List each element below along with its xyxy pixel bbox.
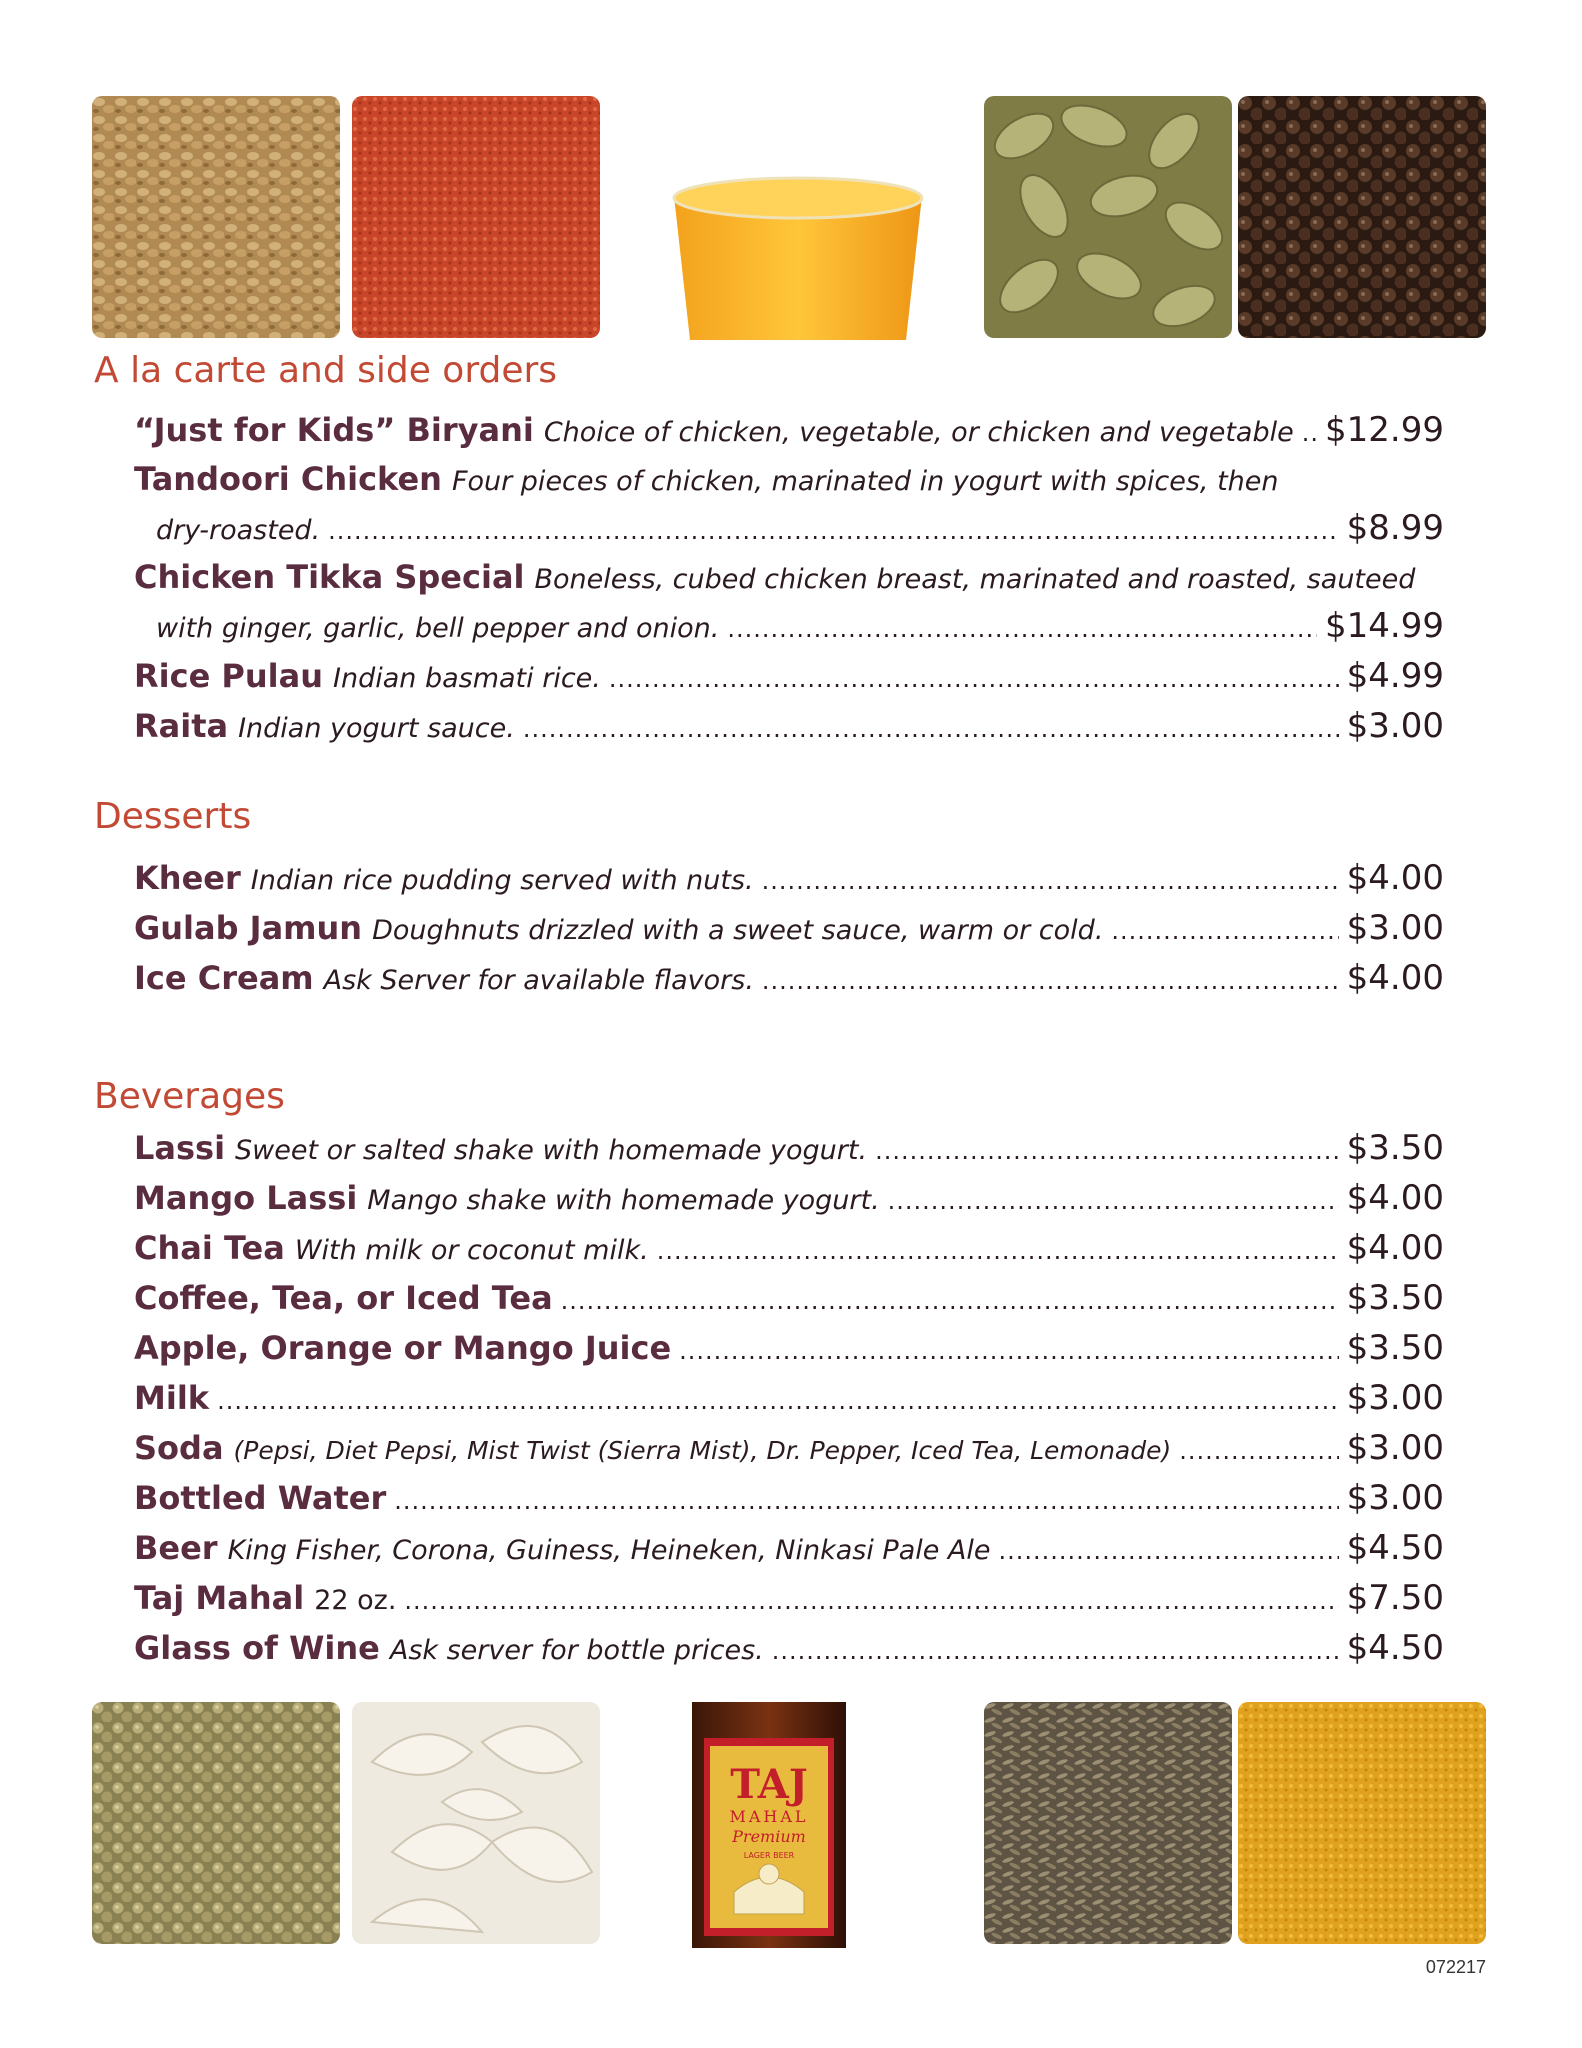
dot-leader bbox=[999, 1537, 1339, 1565]
item-name: Gulab Jamun bbox=[134, 909, 363, 947]
menu-item bbox=[134, 1478, 1444, 1524]
item-name: Glass of Wine bbox=[134, 1629, 380, 1667]
item-price: $4.00 bbox=[1346, 858, 1444, 898]
item-description: Boneless, cubed chicken breast, marinated and roasted, sauteed bbox=[534, 564, 1416, 595]
item-description: Four pieces of chicken, marinated in yogurt with spices, then bbox=[451, 466, 1279, 497]
menu-item bbox=[134, 1328, 1444, 1374]
item-price: $3.00 bbox=[1346, 1378, 1444, 1418]
menu-item bbox=[134, 1528, 1444, 1574]
item-name: Taj Mahal bbox=[134, 1579, 305, 1617]
item-price: $4.00 bbox=[1346, 1178, 1444, 1218]
cumin-seeds-photo bbox=[984, 1702, 1232, 1944]
item-price: $3.00 bbox=[1346, 706, 1444, 746]
dot-leader bbox=[679, 1337, 1339, 1365]
item-name: Soda bbox=[134, 1429, 224, 1467]
menu-item-continued bbox=[156, 606, 1444, 652]
dot-leader bbox=[1179, 1437, 1338, 1465]
item-description: King Fisher, Corona, Guiness, Heineken, Ninkasi Pale Ale bbox=[227, 1535, 991, 1566]
menu-item bbox=[134, 1628, 1444, 1674]
item-description: Indian rice pudding served with nuts. bbox=[250, 865, 754, 896]
cardamom-pods-photo bbox=[984, 96, 1232, 338]
dot-leader bbox=[762, 967, 1339, 995]
item-price: $3.50 bbox=[1346, 1278, 1444, 1318]
menu-item bbox=[134, 1378, 1444, 1424]
item-price: $3.50 bbox=[1346, 1128, 1444, 1168]
section-title-desserts: Desserts bbox=[94, 796, 252, 837]
item-description: Ask server for bottle prices. bbox=[389, 1635, 764, 1666]
dot-leader bbox=[404, 1587, 1338, 1615]
item-price: $14.99 bbox=[1325, 606, 1444, 646]
item-name: Raita bbox=[134, 707, 229, 745]
dot-leader bbox=[1111, 917, 1338, 945]
taj-mahal-beer-bottle-photo bbox=[688, 1702, 850, 1948]
item-name: Mango Lassi bbox=[134, 1179, 358, 1217]
item-price: $4.00 bbox=[1346, 958, 1444, 998]
item-name: Chai Tea bbox=[134, 1229, 285, 1267]
black-pepper-photo bbox=[1238, 96, 1486, 338]
section-title-beverages: Beverages bbox=[94, 1076, 285, 1117]
item-description: Indian basmati rice. bbox=[333, 663, 601, 694]
menu-item bbox=[134, 1178, 1444, 1224]
menu-item bbox=[134, 1128, 1444, 1174]
footer-code: 072217 bbox=[1425, 1957, 1486, 1977]
dot-leader bbox=[727, 615, 1317, 643]
item-description-continued: with ginger, garlic, bell pepper and onion. bbox=[156, 613, 720, 644]
item-name: Beer bbox=[134, 1529, 218, 1567]
item-name: Apple, Orange or Mango Juice bbox=[134, 1329, 672, 1367]
item-description-continued: dry-roasted. bbox=[156, 515, 321, 546]
item-name: Chicken Tikka Special bbox=[134, 558, 525, 596]
item-price: $8.99 bbox=[1346, 508, 1444, 548]
item-price: $12.99 bbox=[1325, 410, 1444, 450]
item-name: Ice Cream bbox=[134, 959, 314, 997]
dot-leader bbox=[394, 1487, 1338, 1515]
chili-powder-photo bbox=[352, 96, 600, 338]
fenugreek-seeds-photo bbox=[92, 96, 340, 338]
item-name: Coffee, Tea, or Iced Tea bbox=[134, 1279, 553, 1317]
dot-leader bbox=[762, 867, 1339, 895]
item-price: $4.00 bbox=[1346, 1228, 1444, 1268]
item-name: Lassi bbox=[134, 1129, 226, 1167]
menu-item bbox=[134, 858, 1444, 904]
item-description: 22 oz. bbox=[314, 1585, 397, 1616]
item-description: Doughnuts drizzled with a sweet sauce, warm or cold. bbox=[372, 915, 1104, 946]
garlic-cloves-photo bbox=[352, 1702, 600, 1944]
menu-item bbox=[134, 410, 1444, 456]
item-name: Rice Pulau bbox=[134, 657, 323, 695]
item-price: $4.50 bbox=[1346, 1628, 1444, 1668]
menu-item bbox=[134, 706, 1444, 752]
menu-item bbox=[134, 558, 1444, 604]
dot-leader bbox=[523, 715, 1339, 743]
bottle-type: LAGER BEER bbox=[743, 1851, 795, 1860]
item-name: Bottled Water bbox=[134, 1479, 387, 1517]
menu-item-continued bbox=[156, 508, 1444, 554]
dot-leader bbox=[772, 1637, 1339, 1665]
dot-leader bbox=[328, 517, 1339, 545]
bottle-brand: TAJ bbox=[730, 1761, 808, 1808]
coriander-seeds-photo bbox=[92, 1702, 340, 1944]
item-name: Tandoori Chicken bbox=[134, 460, 442, 498]
dot-leader bbox=[657, 1237, 1339, 1265]
item-description: Sweet or salted shake with homemade yogurt. bbox=[235, 1135, 868, 1166]
item-name: “Just for Kids” Biryani bbox=[134, 411, 534, 449]
dot-leader bbox=[1302, 419, 1317, 447]
bottom-photo-row bbox=[0, 1702, 1582, 1952]
menu-item bbox=[134, 1428, 1444, 1474]
menu-item bbox=[134, 460, 1444, 506]
item-description: Ask Server for available flavors. bbox=[323, 965, 754, 996]
item-name: Milk bbox=[134, 1379, 210, 1417]
bottle-sub: MAHAL bbox=[729, 1807, 809, 1826]
item-price: $3.00 bbox=[1346, 1478, 1444, 1518]
turmeric-powder-photo bbox=[1238, 1702, 1486, 1944]
menu-item bbox=[134, 908, 1444, 954]
item-price: $3.50 bbox=[1346, 1328, 1444, 1368]
item-price: $3.00 bbox=[1346, 1428, 1444, 1468]
item-description: With milk or coconut milk. bbox=[294, 1235, 649, 1266]
item-price: $4.50 bbox=[1346, 1528, 1444, 1568]
bottle-tag: Premium bbox=[732, 1827, 806, 1846]
mango-lassi-glass-photo bbox=[668, 176, 928, 340]
item-description: Indian yogurt sauce. bbox=[238, 713, 515, 744]
item-description: Mango shake with homemade yogurt. bbox=[367, 1185, 880, 1216]
menu-item bbox=[134, 656, 1444, 702]
menu-item bbox=[134, 958, 1444, 1004]
item-price: $7.50 bbox=[1346, 1578, 1444, 1618]
dot-leader bbox=[888, 1187, 1339, 1215]
dot-leader bbox=[609, 665, 1339, 693]
item-description: (Pepsi, Diet Pepsi, Mist Twist (Sierra Mist), Dr. Pepper, Iced Tea, Lemonade) bbox=[233, 1436, 1172, 1465]
menu-item bbox=[134, 1228, 1444, 1274]
menu-item bbox=[134, 1278, 1444, 1324]
item-description: Choice of chicken, vegetable, or chicken and vegetable bbox=[543, 417, 1294, 448]
item-price: $4.99 bbox=[1346, 656, 1444, 696]
item-name: Kheer bbox=[134, 859, 241, 897]
menu-item bbox=[134, 1578, 1444, 1624]
dot-leader bbox=[217, 1387, 1339, 1415]
dot-leader bbox=[875, 1137, 1339, 1165]
dot-leader bbox=[561, 1287, 1339, 1315]
item-price: $3.00 bbox=[1346, 908, 1444, 948]
top-photo-row bbox=[0, 96, 1582, 346]
section-title-alacarte: A la carte and side orders bbox=[94, 350, 558, 391]
